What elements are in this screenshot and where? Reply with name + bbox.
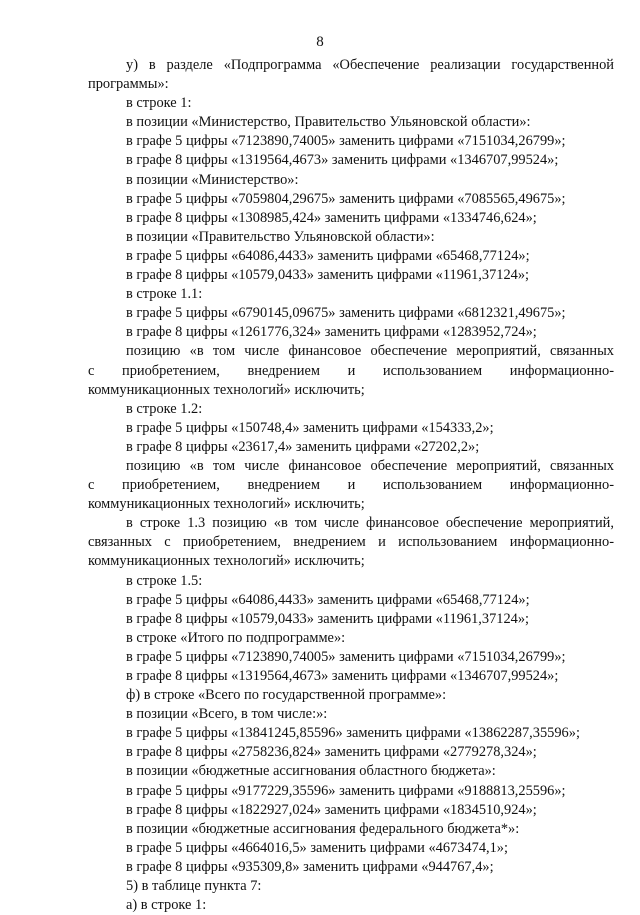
text-line: в графе 5 цифры «150748,4» заменить цифрами «154333,2»;	[126, 419, 494, 436]
text-line: в графе 5 цифры «64086,4433» заменить цифрами «65468,77124»;	[126, 591, 530, 608]
text-line: в позиции «бюджетные ассигнования федерального бюджета*»:	[126, 820, 520, 837]
text-line: с приобретением, внедрением и использованием информационно-	[88, 362, 614, 379]
text-line: в графе 5 цифры «6790145,09675» заменить цифрами «6812321,49675»;	[126, 305, 566, 322]
text-line: в графе 8 цифры «1319564,4673» заменить цифрами «1346707,99524»;	[126, 668, 559, 684]
text-line: коммуникационных технологий» исключить;	[88, 496, 365, 513]
text-line: в графе 8 цифры «1319564,4673» заменить цифрами «1346707,99524»;	[126, 152, 559, 169]
text-line: в строке 1.3 позицию «в том числе финансовое обеспечение мероприятий,	[126, 515, 614, 532]
text-line: в строке 1:	[126, 95, 192, 112]
text-line: ф) в строке «Всего по государственной программе»:	[126, 687, 447, 704]
text-line: в графе 5 цифры «7059804,29675» заменить цифрами «7085565,49675»;	[126, 190, 566, 207]
text-line: коммуникационных технологий» исключить;	[88, 553, 365, 570]
text-line: в графе 8 цифры «2758236,824» заменить цифрами «2779278,324»;	[126, 744, 537, 761]
text-line: у) в разделе «Подпрограмма «Обеспечение реализации государственной	[126, 57, 614, 73]
text-line: в строке 1.2:	[126, 400, 203, 417]
text-line: в графе 5 цифры «64086,4433» заменить цифрами «65468,77124»;	[126, 247, 530, 264]
text-line: в строке 1.5:	[126, 572, 203, 589]
text-line: в графе 8 цифры «10579,0433» заменить цифрами «11961,37124»;	[126, 267, 530, 284]
text-line: в графе 8 цифры «1822927,024» заменить цифрами «1834510,924»;	[126, 801, 537, 818]
text-line: в графе 5 цифры «9177229,35596» заменить цифрами «9188813,25596»;	[126, 782, 566, 799]
text-line: коммуникационных технологий» исключить;	[88, 381, 365, 398]
text-line: в позиции «Министерство»:	[126, 171, 299, 188]
text-line: связанных с приобретением, внедрением и использованием информационно-	[88, 534, 614, 551]
text-line: в графе 5 цифры «7123890,74005» заменить цифрами «7151034,26799»;	[126, 133, 566, 150]
text-line: в графе 8 цифры «1308985,424» заменить цифрами «1334746,624»;	[126, 209, 537, 226]
text-line: 5) в таблице пункта 7:	[126, 878, 262, 895]
text-line: а) в строке 1:	[126, 897, 207, 914]
text-line: в графе 5 цифры «7123890,74005» заменить цифрами «7151034,26799»;	[126, 648, 566, 665]
text-line: с приобретением, внедрением и использованием информационно-	[88, 477, 614, 494]
text-line: в графе 5 цифры «4664016,5» заменить цифрами «4673474,1»;	[126, 839, 508, 856]
text-line: в позиции «Министерство, Правительство Ульяновской области»:	[126, 114, 531, 131]
text-line: программы»:	[88, 76, 169, 93]
text-line: в графе 8 цифры «1261776,324» заменить цифрами «1283952,724»;	[126, 324, 537, 341]
text-line: в графе 8 цифры «10579,0433» заменить цифрами «11961,37124»;	[126, 610, 530, 627]
text-line: в строке «Итого по подпрограмме»:	[126, 629, 346, 646]
text-line: в графе 5 цифры «13841245,85596» заменить цифрами «13862287,35596»;	[126, 725, 580, 742]
document-body	[88, 56, 614, 915]
text-line: в графе 8 цифры «935309,8» заменить цифрами «944767,4»;	[126, 858, 494, 875]
text-line: в графе 8 цифры «23617,4» заменить цифрами «27202,2»;	[126, 438, 480, 455]
text-line: в позиции «Всего, в том числе:»:	[126, 706, 328, 723]
text-line: позицию «в том числе финансовое обеспечение мероприятий, связанных	[126, 343, 614, 360]
text-line: в строке 1.1:	[126, 286, 203, 303]
page-number: 8	[316, 34, 324, 50]
text-line: в позиции «бюджетные ассигнования областного бюджета»:	[126, 763, 496, 780]
text-line: позицию «в том числе финансовое обеспечение мероприятий, связанных	[126, 457, 614, 474]
text-line: в позиции «Правительство Ульяновской области»:	[126, 228, 435, 245]
